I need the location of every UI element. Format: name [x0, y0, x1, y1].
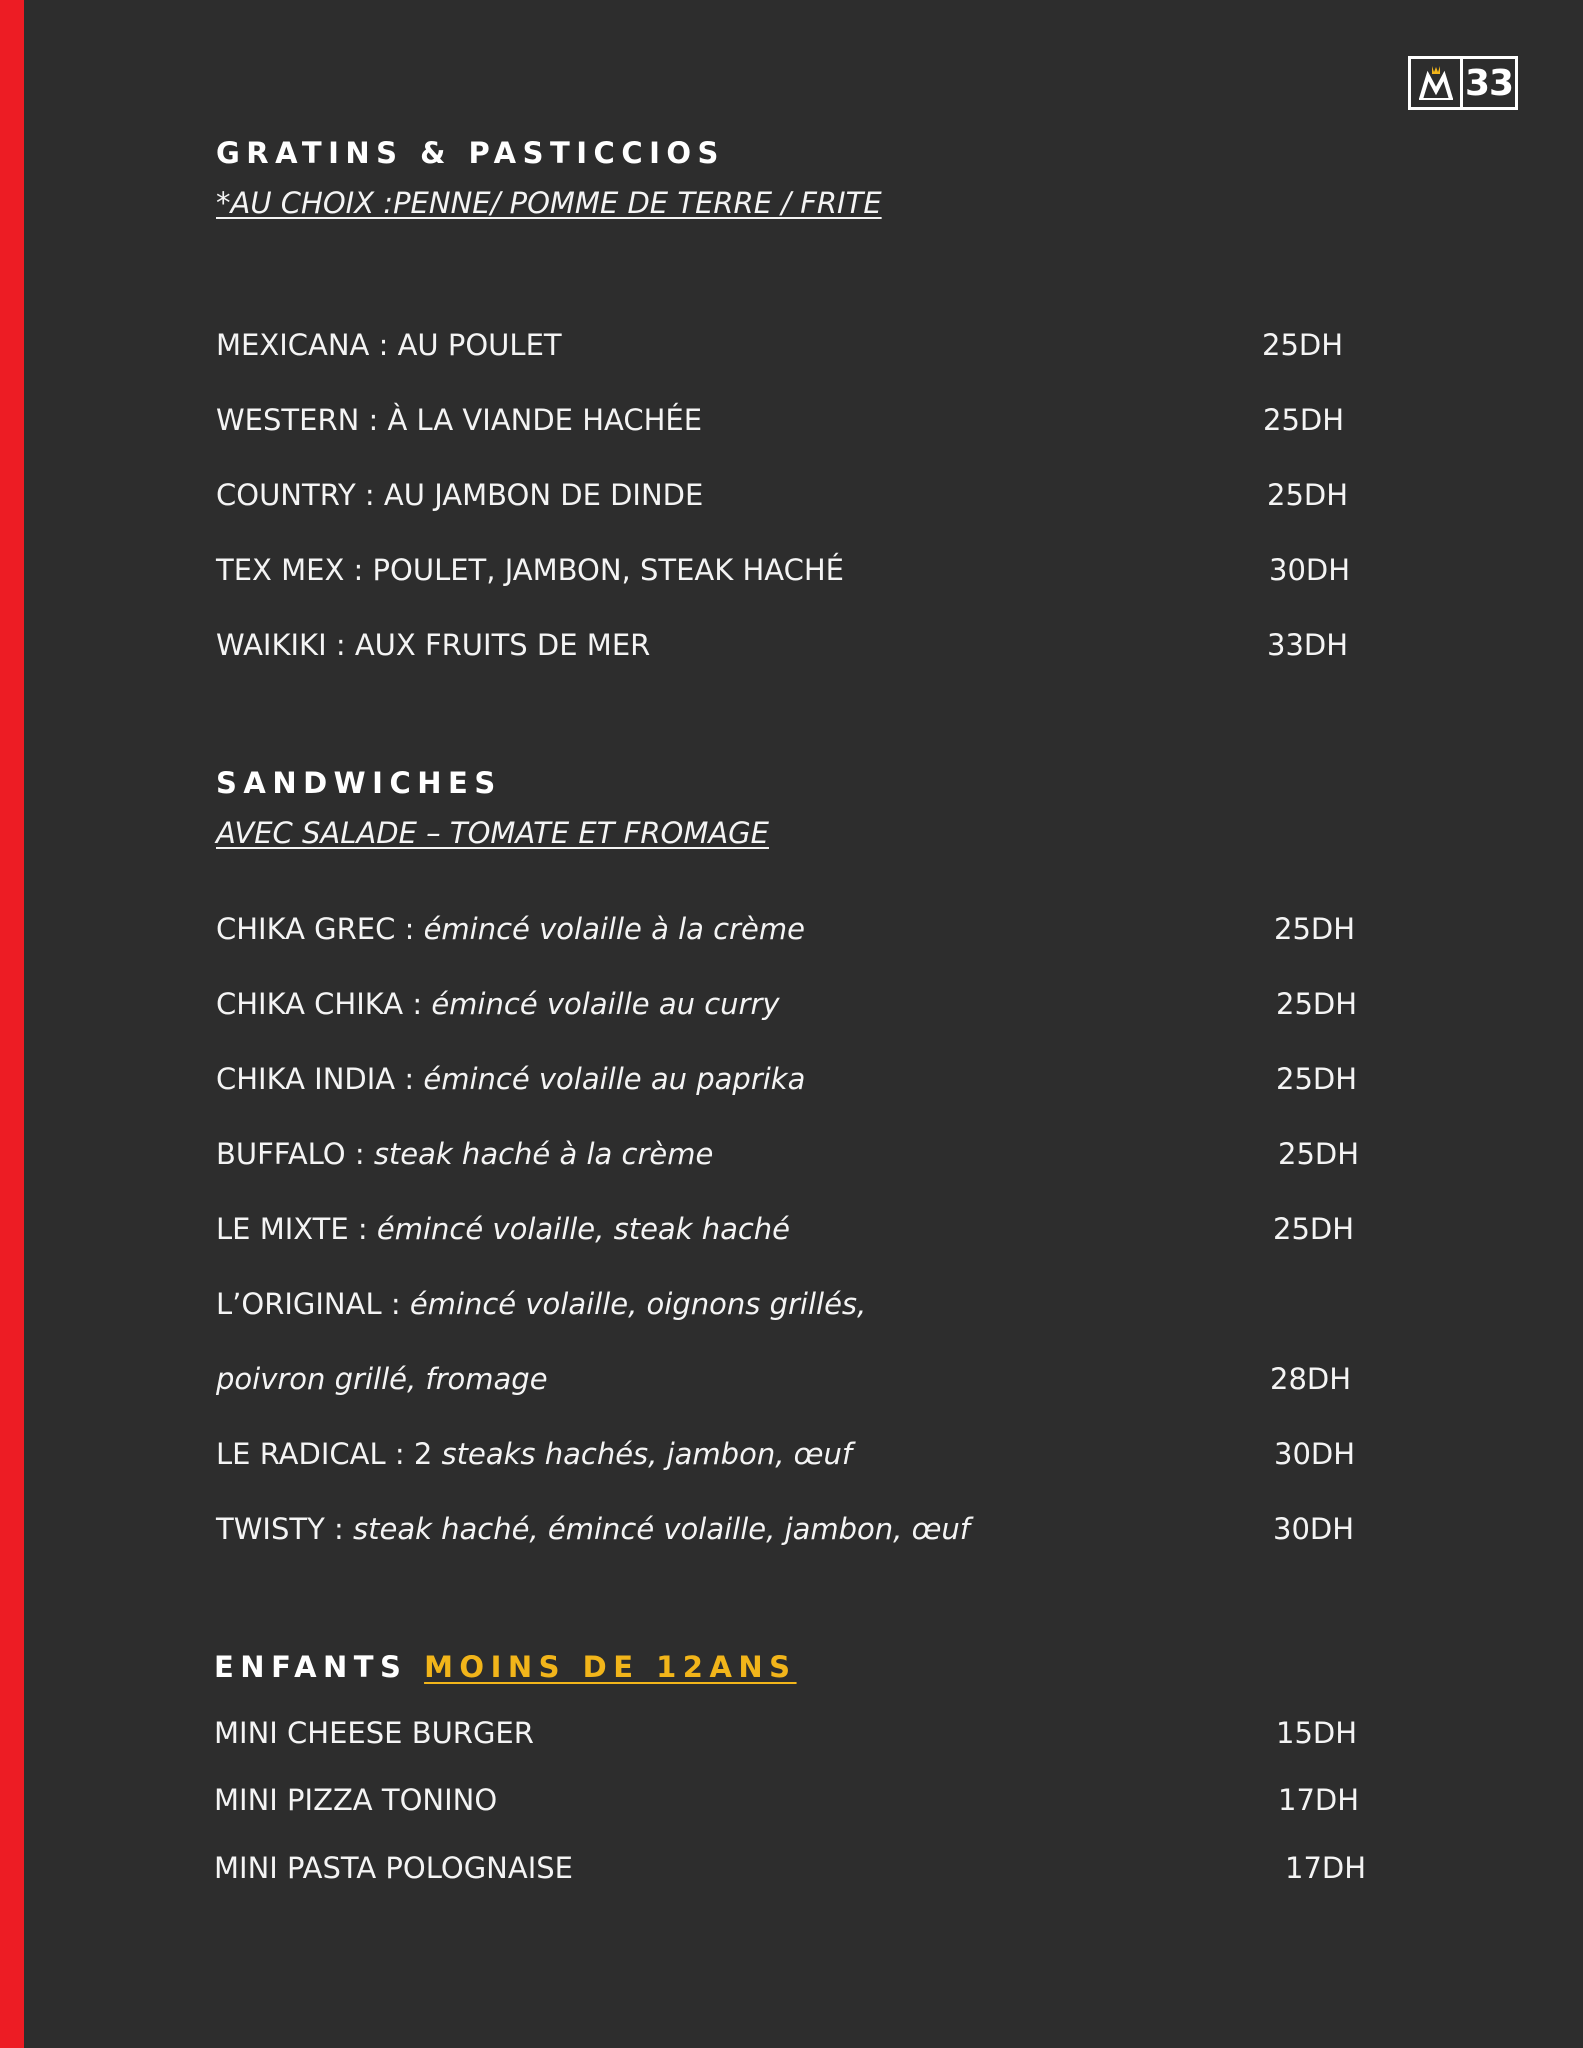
gratins-price-country: 25DH	[1267, 478, 1349, 512]
sandwich-price-buffalo: 25DH	[1278, 1137, 1360, 1171]
item-description: émincé volaille à la crème	[423, 912, 805, 946]
item-name: LE RADICAL : 2	[216, 1437, 442, 1471]
item-name: CHIKA CHIKA :	[216, 987, 432, 1021]
red-side-bar	[0, 0, 24, 2048]
gratins-title: GRATINS & PASTICCIOS	[216, 136, 725, 170]
sandwich-item-buffalo	[216, 1137, 713, 1171]
sandwich-price-le-mixte: 25DH	[1273, 1212, 1355, 1246]
item-name: MINI PIZZA TONINO	[214, 1783, 498, 1817]
enfants-price-mini-pizza-tonino: 17DH	[1278, 1783, 1360, 1817]
item-name: COUNTRY : AU JAMBON DE DINDE	[216, 478, 704, 512]
enfants-item-mini-cheese-burger	[214, 1716, 534, 1750]
gratins-item-mexicana	[216, 328, 562, 362]
sandwich-item-le-mixte	[216, 1212, 790, 1246]
enfants-price-mini-cheese-burger: 15DH	[1276, 1716, 1358, 1750]
sandwich-price-chika-chika: 25DH	[1276, 987, 1358, 1021]
sandwich-item-le-radical	[216, 1437, 852, 1471]
gratins-item-waikiki	[216, 628, 650, 662]
gratins-item-western	[216, 403, 702, 437]
item-name: L’ORIGINAL :	[216, 1287, 410, 1321]
item-name: BUFFALO :	[216, 1137, 374, 1171]
sandwich-price-loriginal: 28DH	[1270, 1362, 1352, 1396]
sandwich-item-chika-grec	[216, 912, 805, 946]
item-description: poivron grillé, fromage	[216, 1362, 548, 1396]
page-number: 33	[1464, 62, 1514, 104]
gratins-item-country	[216, 478, 703, 512]
item-description: émincé volaille, steak haché	[376, 1212, 791, 1246]
item-name: TWISTY :	[216, 1512, 353, 1546]
m-crown-logo-icon	[1411, 59, 1463, 107]
item-name: MEXICANA : AU POULET	[216, 328, 562, 362]
item-name: WESTERN : À LA VIANDE HACHÉE	[216, 403, 703, 437]
item-description: steak haché à la crème	[373, 1137, 714, 1171]
item-name: LE MIXTE :	[216, 1212, 377, 1246]
sandwiches-subtitle: AVEC SALADE – TOMATE ET FROMAGE	[216, 816, 769, 850]
enfants-label: ENFANTS	[214, 1650, 408, 1684]
item-description: émincé volaille, oignons grillés,	[409, 1287, 867, 1321]
item-name: CHIKA GREC :	[216, 912, 424, 946]
sandwich-price-twisty: 30DH	[1273, 1512, 1355, 1546]
item-name: CHIKA INDIA :	[216, 1062, 424, 1096]
sandwich-price-chika-grec: 25DH	[1274, 912, 1356, 946]
item-description: steak haché, émincé volaille, jambon, œuf	[353, 1512, 971, 1546]
item-description: émincé volaille au curry	[431, 987, 780, 1021]
sandwich-item-chika-india	[216, 1062, 805, 1096]
gratins-price-tex-mex: 30DH	[1269, 553, 1351, 587]
gratins-price-mexicana: 25DH	[1262, 328, 1344, 362]
sandwich-item-chika-chika	[216, 987, 780, 1021]
item-name: WAIKIKI : AUX FRUITS DE MER	[216, 628, 651, 662]
gratins-item-tex-mex	[216, 553, 844, 587]
page-badge	[1408, 56, 1518, 110]
enfants-price-mini-pasta-polognaise: 17DH	[1285, 1851, 1367, 1885]
sandwich-item-twisty	[216, 1512, 970, 1546]
gratins-subtitle: *AU CHOIX :PENNE/ POMME DE TERRE / FRITE	[216, 186, 882, 220]
item-description: steaks hachés, jambon, œuf	[441, 1437, 853, 1471]
enfants-title	[214, 1650, 797, 1684]
item-description: émincé volaille au paprika	[423, 1062, 806, 1096]
sandwiches-title: SANDWICHES	[216, 766, 502, 800]
sandwich-item-loriginal-continued	[216, 1362, 548, 1396]
item-name: TEX MEX : POULET, JAMBON, STEAK HACHÉ	[216, 553, 844, 587]
enfants-age-note: MOINS DE 12ANS	[424, 1650, 797, 1684]
gratins-price-western: 25DH	[1263, 403, 1345, 437]
gratins-price-waikiki: 33DH	[1267, 628, 1349, 662]
sandwich-item-loriginal	[216, 1287, 866, 1321]
item-name: MINI CHEESE BURGER	[214, 1716, 534, 1750]
enfants-item-mini-pizza-tonino	[214, 1783, 497, 1817]
sandwich-price-chika-india: 25DH	[1276, 1062, 1358, 1096]
sandwich-price-le-radical: 30DH	[1274, 1437, 1356, 1471]
enfants-item-mini-pasta-polognaise	[214, 1851, 573, 1885]
item-name: MINI PASTA POLOGNAISE	[214, 1851, 573, 1885]
